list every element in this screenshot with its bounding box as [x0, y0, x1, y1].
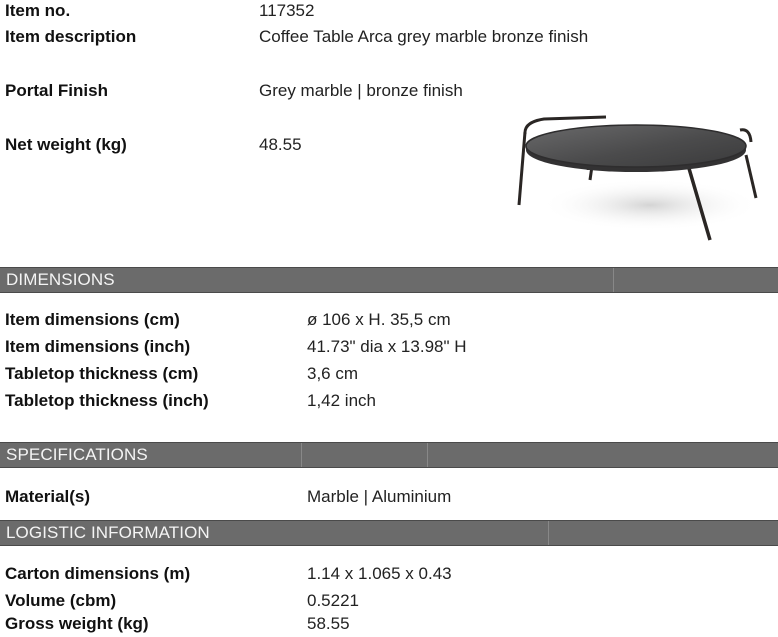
logistic-value: 58.55: [307, 614, 350, 633]
band-divider: [613, 268, 614, 292]
dimensions-section-header: [0, 267, 778, 293]
dimensions-title: DIMENSIONS: [6, 270, 115, 289]
band-divider: [548, 521, 549, 545]
item-no-value: 117352: [259, 1, 315, 20]
logistic-value: 0.5221: [307, 591, 359, 610]
item-description-value: Coffee Table Arca grey marble bronze finish: [259, 27, 589, 46]
logistic-label: Gross weight (kg): [5, 614, 149, 633]
dimension-label: Item dimensions (cm): [5, 310, 180, 329]
logistics-row: [5, 562, 778, 586]
item-description-label: Item description: [5, 27, 137, 46]
band-divider: [427, 443, 428, 467]
dimension-value: ø 106 x H. 35,5 cm: [307, 310, 451, 329]
coffee-table-image: [510, 110, 768, 248]
specification-label: Material(s): [5, 487, 91, 506]
portal-finish-row: [5, 79, 778, 103]
logistic-label: Volume (cbm): [5, 591, 117, 610]
item-description-row: [5, 25, 778, 49]
dimensions-row: [5, 362, 778, 386]
dimension-value: 1,42 inch: [307, 391, 376, 410]
logistic-value: 1.14 x 1.065 x 0.43: [307, 564, 452, 583]
specifications-row: [5, 485, 778, 509]
band-divider: [301, 443, 302, 467]
dimension-value: 41.73" dia x 13.98" H: [307, 337, 467, 356]
dimension-value: 3,6 cm: [307, 364, 359, 383]
specifications-section-header: [0, 442, 778, 468]
net-weight-label: Net weight (kg): [5, 135, 127, 154]
logistics-row: [5, 612, 778, 636]
logistics-section-header: [0, 520, 778, 546]
specifications-title: SPECIFICATIONS: [6, 445, 148, 464]
dimension-label: Item dimensions (inch): [5, 337, 191, 356]
portal-finish-value: Grey marble | bronze finish: [259, 81, 463, 100]
dimension-label: Tabletop thickness (inch): [5, 391, 209, 410]
dimension-label: Tabletop thickness (cm): [5, 364, 199, 383]
dimensions-row: [5, 335, 778, 359]
logistics-row: [5, 589, 778, 613]
dimensions-row: [5, 308, 778, 332]
dimensions-row: [5, 389, 778, 413]
portal-finish-label: Portal Finish: [5, 81, 108, 100]
logistics-title: LOGISTIC INFORMATION: [6, 523, 210, 542]
logistic-label: Carton dimensions (m): [5, 564, 191, 583]
item-no-label: Item no.: [5, 1, 71, 20]
net-weight-value: 48.55: [259, 135, 302, 154]
item-no-row: [5, 0, 778, 23]
specification-value: Marble | Aluminium: [307, 487, 452, 506]
